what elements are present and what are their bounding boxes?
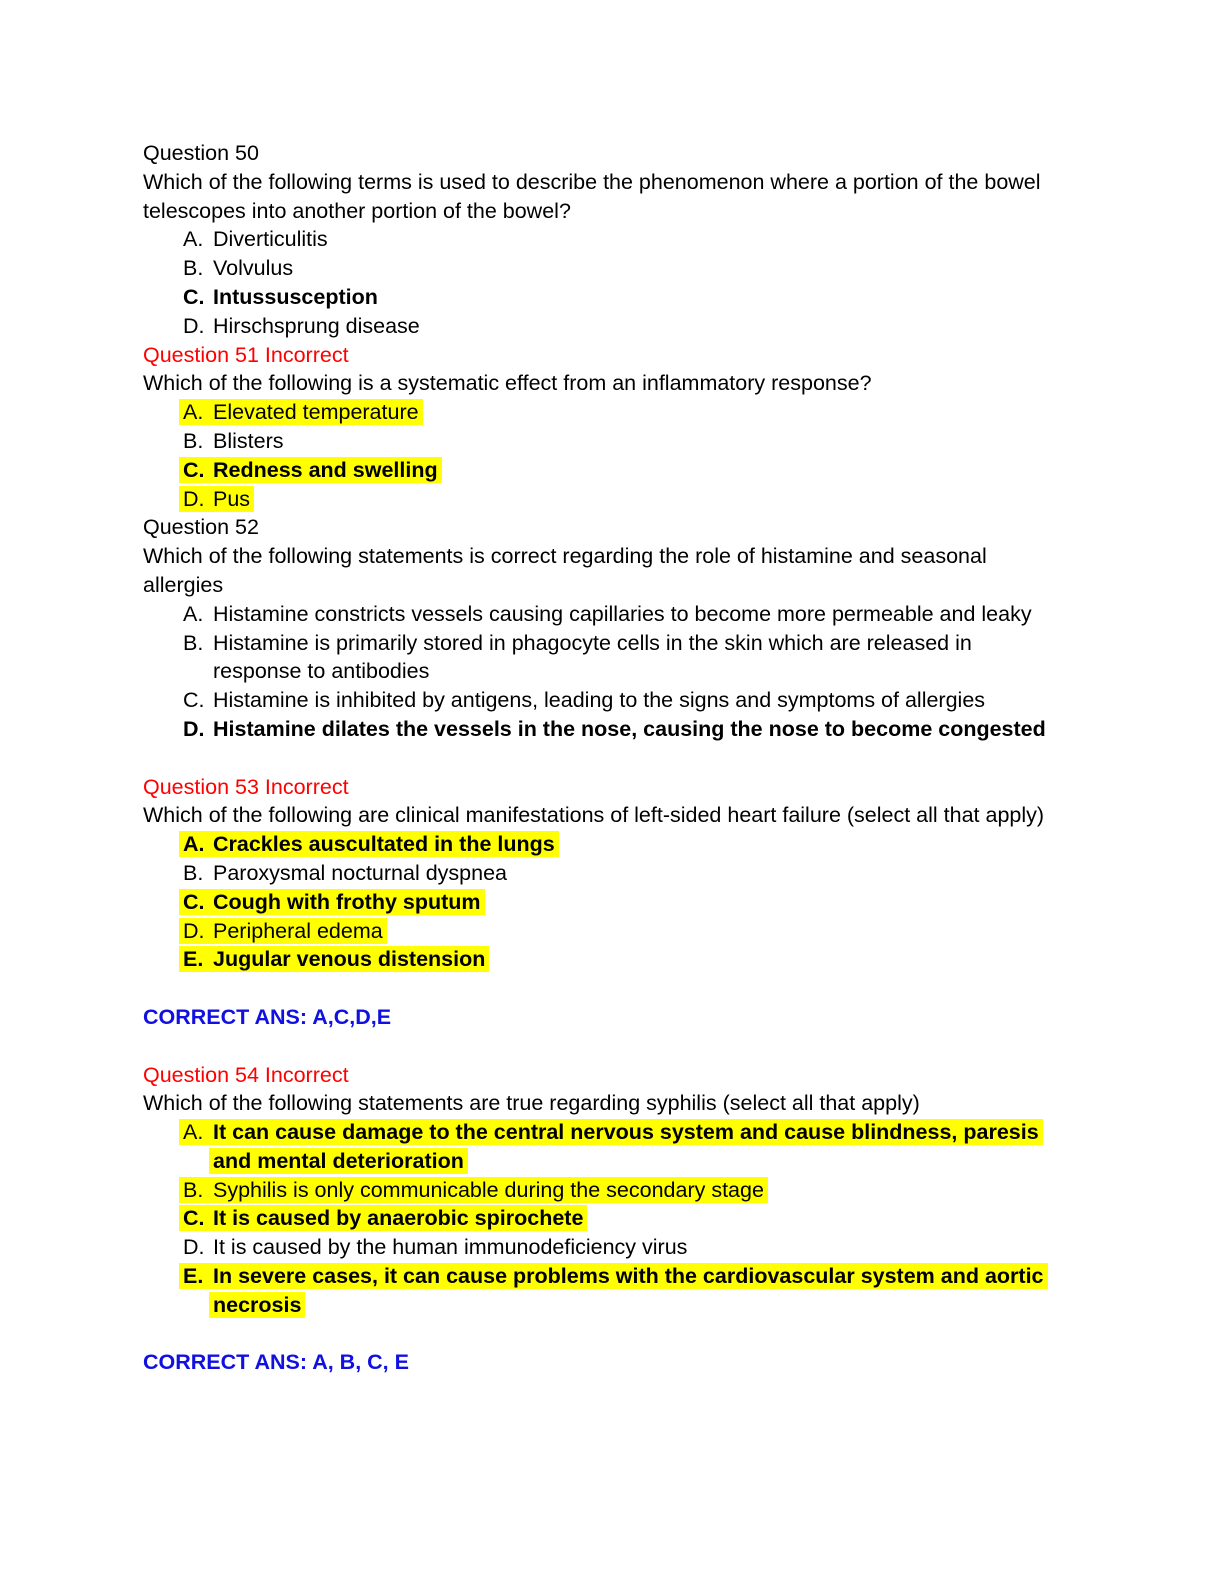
option-letter: D.: [183, 716, 205, 741]
option-text: Jugular venous distension: [213, 947, 486, 972]
option-text: Hirschsprung disease: [213, 313, 420, 338]
option-letter: D.: [183, 1235, 205, 1260]
option-text: Histamine is inhibited by antigens, leading to the signs and symptoms of allergies: [213, 688, 986, 713]
question-header: Question 50: [143, 141, 259, 165]
option-continuation-line: [143, 1291, 1164, 1320]
option-letter: D.: [183, 313, 205, 338]
question-intro-line: Which of the following is a systematic effect from an inflammatory response?: [143, 371, 872, 396]
option-letter: A.: [183, 832, 205, 857]
option-text: and mental deterioration: [213, 1148, 464, 1173]
option-line: [143, 312, 1164, 341]
highlight-mark: [179, 457, 442, 483]
option-line: [143, 600, 1164, 629]
blank-line: [143, 744, 1164, 773]
option-line: [143, 398, 1164, 427]
option-line: [143, 888, 1164, 917]
option-continuation-line: [143, 657, 1164, 686]
option-text: Histamine constricts vessels causing capillaries to become more permeable and leaky: [213, 601, 1032, 626]
option-line: [143, 686, 1164, 715]
highlight-mark: [179, 1205, 587, 1231]
option-line: [143, 1204, 1164, 1233]
question-intro-line: Which of the following terms is used to describe the phenomenon where a portion of the bowel: [143, 169, 1041, 194]
question-intro-line: telescopes into another portion of the bowel?: [143, 198, 571, 223]
question-intro-line: allergies: [143, 572, 224, 597]
option-line: [143, 945, 1164, 974]
blank-line: [143, 974, 1164, 1003]
option-line: [143, 859, 1164, 888]
option-text: Crackles auscultated in the lungs: [213, 832, 555, 857]
highlight-mark: [179, 1263, 1048, 1289]
option-text: Diverticulitis: [213, 227, 328, 252]
question-header: Question 53 Incorrect: [143, 774, 349, 799]
question-intro-line: Which of the following are clinical manifestations of left-sided heart failure (select all that apply): [143, 803, 1045, 828]
option-letter: B.: [183, 256, 204, 281]
option-line: [143, 1233, 1164, 1262]
option-text: Histamine is primarily stored in phagocyte cells in the skin which are released in: [213, 630, 972, 655]
option-line: [143, 225, 1164, 254]
option-line: [143, 254, 1164, 283]
option-text: Volvulus: [213, 256, 294, 281]
option-letter: A.: [183, 601, 204, 626]
option-text: Intussusception: [213, 284, 378, 309]
option-letter: C.: [183, 889, 205, 914]
option-letter: B.: [183, 1177, 204, 1202]
option-text: Histamine dilates the vessels in the nose, causing the nose to become congested: [213, 716, 1046, 741]
option-text: Elevated temperature: [213, 400, 419, 425]
option-line: [143, 283, 1164, 312]
option-letter: C.: [183, 284, 205, 309]
option-text: It is caused by anaerobic spirochete: [213, 1206, 584, 1231]
highlight-mark: [179, 1119, 1043, 1145]
option-line: [143, 917, 1164, 946]
option-text: Paroxysmal nocturnal dyspnea: [213, 860, 507, 885]
option-line: [143, 1118, 1164, 1147]
option-letter: A.: [183, 227, 204, 252]
option-line: [143, 1262, 1164, 1291]
option-letter: B.: [183, 630, 204, 655]
option-letter: E.: [183, 1264, 204, 1289]
option-line: [143, 1176, 1164, 1205]
option-line: [143, 629, 1164, 658]
highlight-mark: [179, 399, 423, 425]
highlight-mark: [209, 1148, 468, 1174]
option-letter: D.: [183, 918, 205, 943]
question-intro-line: Which of the following statements are true regarding syphilis (select all that apply): [143, 1091, 920, 1116]
option-letter: B.: [183, 860, 204, 885]
correct-answer: CORRECT ANS: A, B, C, E: [143, 1350, 409, 1375]
highlight-mark: [179, 946, 489, 972]
option-text: Pus: [213, 486, 251, 511]
option-letter: E.: [183, 947, 204, 972]
highlight-mark: [179, 889, 485, 915]
option-letter: D.: [183, 486, 205, 511]
option-letter: A.: [183, 400, 204, 425]
highlight-mark: [179, 1177, 768, 1203]
highlight-mark: [179, 831, 559, 857]
option-line: [143, 830, 1164, 859]
option-text: Redness and swelling: [213, 457, 438, 482]
option-text: In severe cases, it can cause problems with the cardiovascular system and aortic: [213, 1264, 1044, 1289]
option-continuation-line: [143, 1147, 1164, 1176]
blank-line: [143, 1320, 1164, 1349]
highlight-mark: [179, 486, 254, 512]
option-line: [143, 715, 1164, 744]
option-line: [143, 456, 1164, 485]
option-line: [143, 485, 1164, 514]
option-text: It can cause damage to the central nervous system and cause blindness, paresis: [213, 1120, 1039, 1145]
correct-answer: CORRECT ANS: A,C,D,E: [143, 1004, 392, 1029]
option-text: response to antibodies: [213, 659, 430, 684]
option-letter: C.: [183, 688, 205, 713]
option-text: Blisters: [213, 428, 284, 453]
question-header: Question 51 Incorrect: [143, 342, 349, 367]
option-line: [143, 427, 1164, 456]
option-letter: C.: [183, 457, 205, 482]
highlight-mark: [179, 918, 387, 944]
highlight-mark: [209, 1292, 305, 1318]
option-text: Syphilis is only communicable during the secondary stage: [213, 1177, 764, 1202]
blank-line: [143, 1032, 1164, 1061]
option-letter: C.: [183, 1206, 205, 1231]
question-intro-line: Which of the following statements is correct regarding the role of histamine and seasonal: [143, 544, 987, 569]
option-text: necrosis: [213, 1292, 302, 1317]
option-text: Cough with frothy sputum: [213, 889, 481, 914]
option-text: Peripheral edema: [213, 918, 383, 943]
option-letter: B.: [183, 428, 204, 453]
question-header: Question 54 Incorrect: [143, 1062, 349, 1087]
option-text: It is caused by the human immunodeficiency virus: [213, 1235, 688, 1260]
option-letter: A.: [183, 1120, 204, 1145]
question-header: Question 52: [143, 515, 259, 540]
